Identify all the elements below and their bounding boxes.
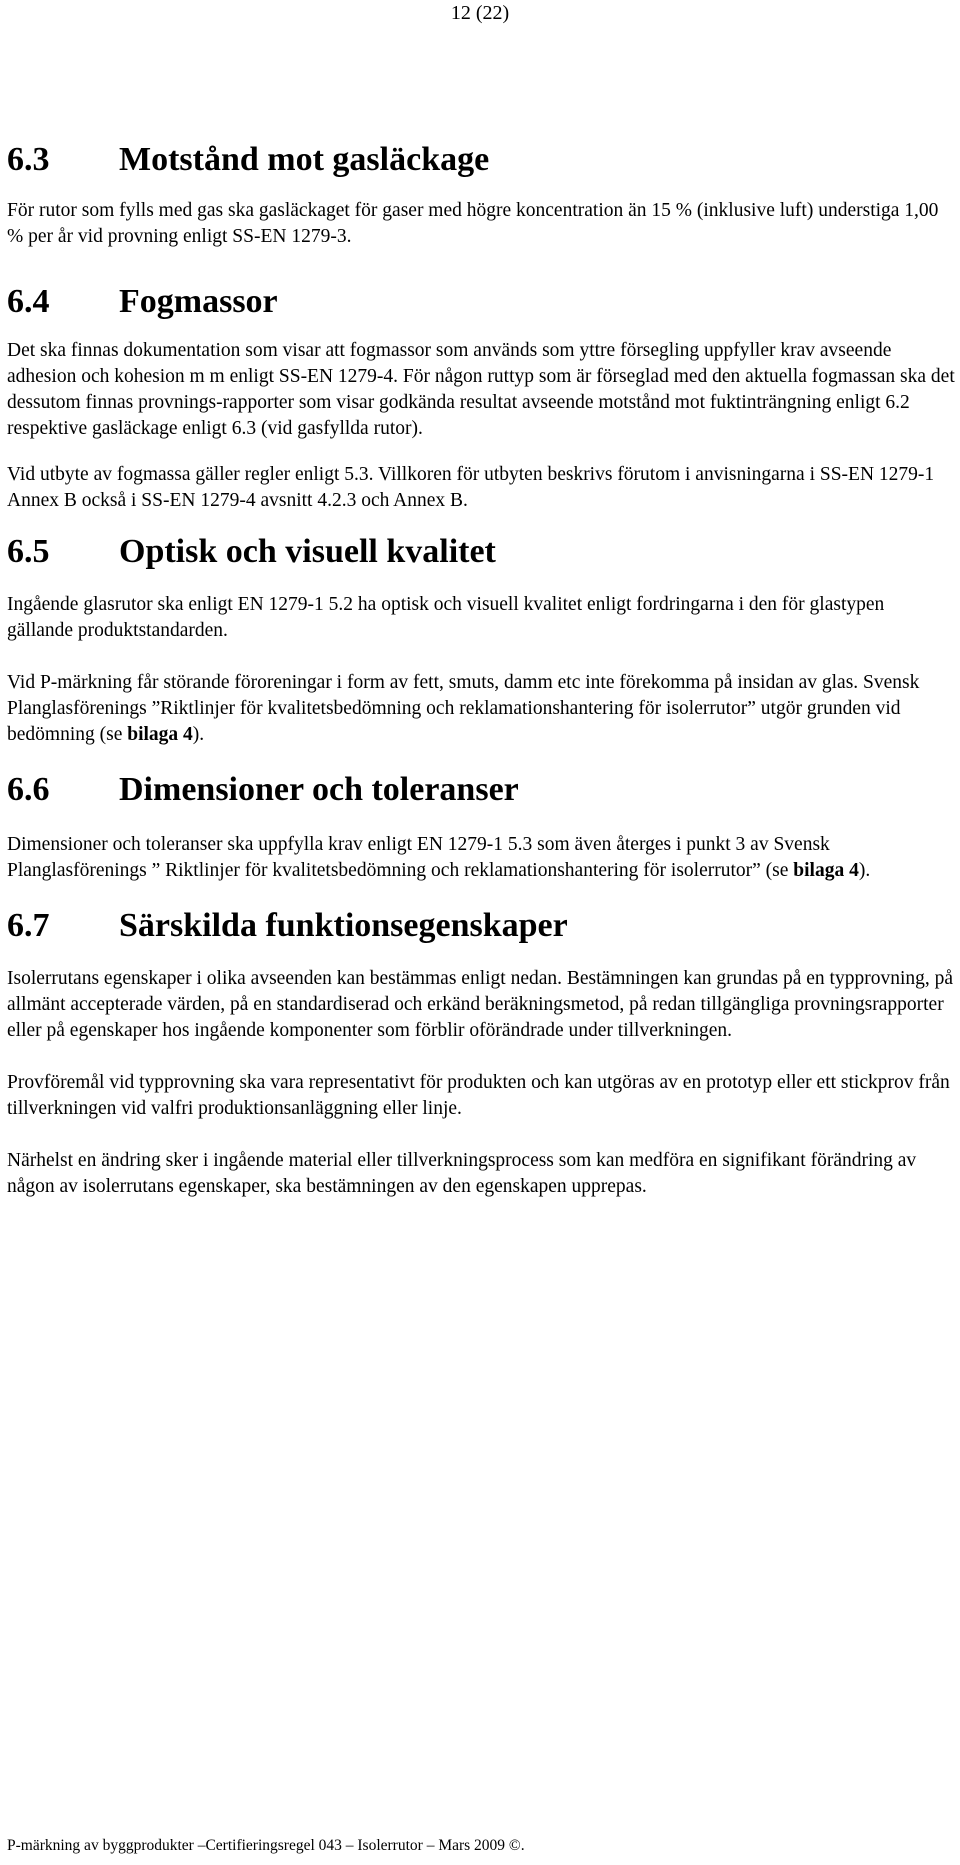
paragraph: Ingående glasrutor ska enligt EN 1279-1 5.2 ha optisk och visuell kvalitet enligt fordringarna i den för glastypen gällande produktstandarden. <box>7 594 885 641</box>
page-number: 12 (22) <box>450 2 510 24</box>
paragraph <box>7 832 955 884</box>
section-heading-6-4 <box>7 282 955 322</box>
paragraph: Närhelst en ändring sker i ingående material eller tillverkningsprocess som kan medföra en signifikant förändring av någon av isolerrutans egenskaper, ska bestämningen av den egenskapen upprepas. <box>7 1150 917 1197</box>
paragraph: Provföremål vid typprovning ska vara representativt för produkten och kan utgöras av en prototyp eller ett stickprov från tillverkningen vid valfri produktionsanläggning eller linje. <box>7 1072 950 1119</box>
section-number: 6.3 <box>7 141 50 178</box>
section-title: Motstånd mot gasläckage <box>119 141 490 178</box>
section-title: Särskilda funktionsegenskaper <box>119 907 568 944</box>
section-title: Optisk och visuell kvalitet <box>119 533 496 570</box>
section-heading-6-5 <box>7 532 955 572</box>
paragraph-text: Vid P-märkning får störande föroreningar i form av fett, smuts, damm etc inte förekomma på insidan av glas. Svensk Planglasförenings ”Riktlinjer för kvalitetsbedömning och reklamationshantering för isolerrutor” utgör grunden vid bedömning (se <box>7 672 920 745</box>
paragraph: För rutor som fylls med gas ska gasläckaget för gaser med högre koncentration än 15 % (inklusive luft) understiga 1,00 % per år vid provning enligt SS-EN 1279-3. <box>7 200 939 247</box>
paragraph: Vid utbyte av fogmassa gäller regler enligt 5.3. Villkoren för utbyten beskrivs förutom i anvisningarna i SS-EN 1279-1 Annex B också i SS-EN 1279-4 avsnitt 4.2.3 och Annex B. <box>7 464 935 511</box>
section-heading-6-3 <box>7 140 955 180</box>
section-heading-6-6 <box>7 770 955 810</box>
paragraph: Isolerrutans egenskaper i olika avseenden kan bestämmas enligt nedan. Bestämningen kan grundas på en typprovning, på allmänt accepterade värden, på en standardiserad och erkänd beräkningsmetod, på redan tillgängliga provningsrapporter eller på egenskaper hos ingående komponenter som förblir oförändrade under tillverkningen. <box>7 968 954 1041</box>
paragraph-text: ). <box>858 860 871 881</box>
paragraph-text: ). <box>192 724 205 745</box>
section-number: 6.6 <box>7 771 50 808</box>
paragraph-text: Dimensioner och toleranser ska uppfylla krav enligt EN 1279-1 5.3 som även återges i punkt 3 av Svensk Planglasförenings ” Riktlinjer för kvalitetsbedömning och reklamationshantering för isolerrutor” (se <box>7 834 830 881</box>
section-number: 6.7 <box>7 907 50 944</box>
bilaga-reference: bilaga 4 <box>127 724 193 745</box>
paragraph <box>7 670 955 748</box>
section-title: Dimensioner och toleranser <box>119 771 519 808</box>
section-heading-6-7 <box>7 906 955 946</box>
section-title: Fogmassor <box>119 283 278 320</box>
paragraph: Det ska finnas dokumentation som visar att fogmassor som används som yttre försegling uppfyller krav avseende adhesion och kohesion m m enligt SS-EN 1279-4. För någon ruttyp som är förseglad med den aktuella fogmassan ska det dessutom finnas provnings-rapporter som visar godkända resultat avseende motstånd mot fuktinträngning enligt 6.2 respektive gasläckage enligt 6.3 (vid gasfyllda rutor). <box>7 340 955 439</box>
section-number: 6.5 <box>7 533 50 570</box>
page-footer: P-märkning av byggprodukter –Certifieringsregel 043 – Isolerrutor – Mars 2009 ©. <box>7 1837 525 1854</box>
section-number: 6.4 <box>7 283 50 320</box>
document-body <box>7 140 955 1200</box>
bilaga-reference: bilaga 4 <box>793 860 859 881</box>
